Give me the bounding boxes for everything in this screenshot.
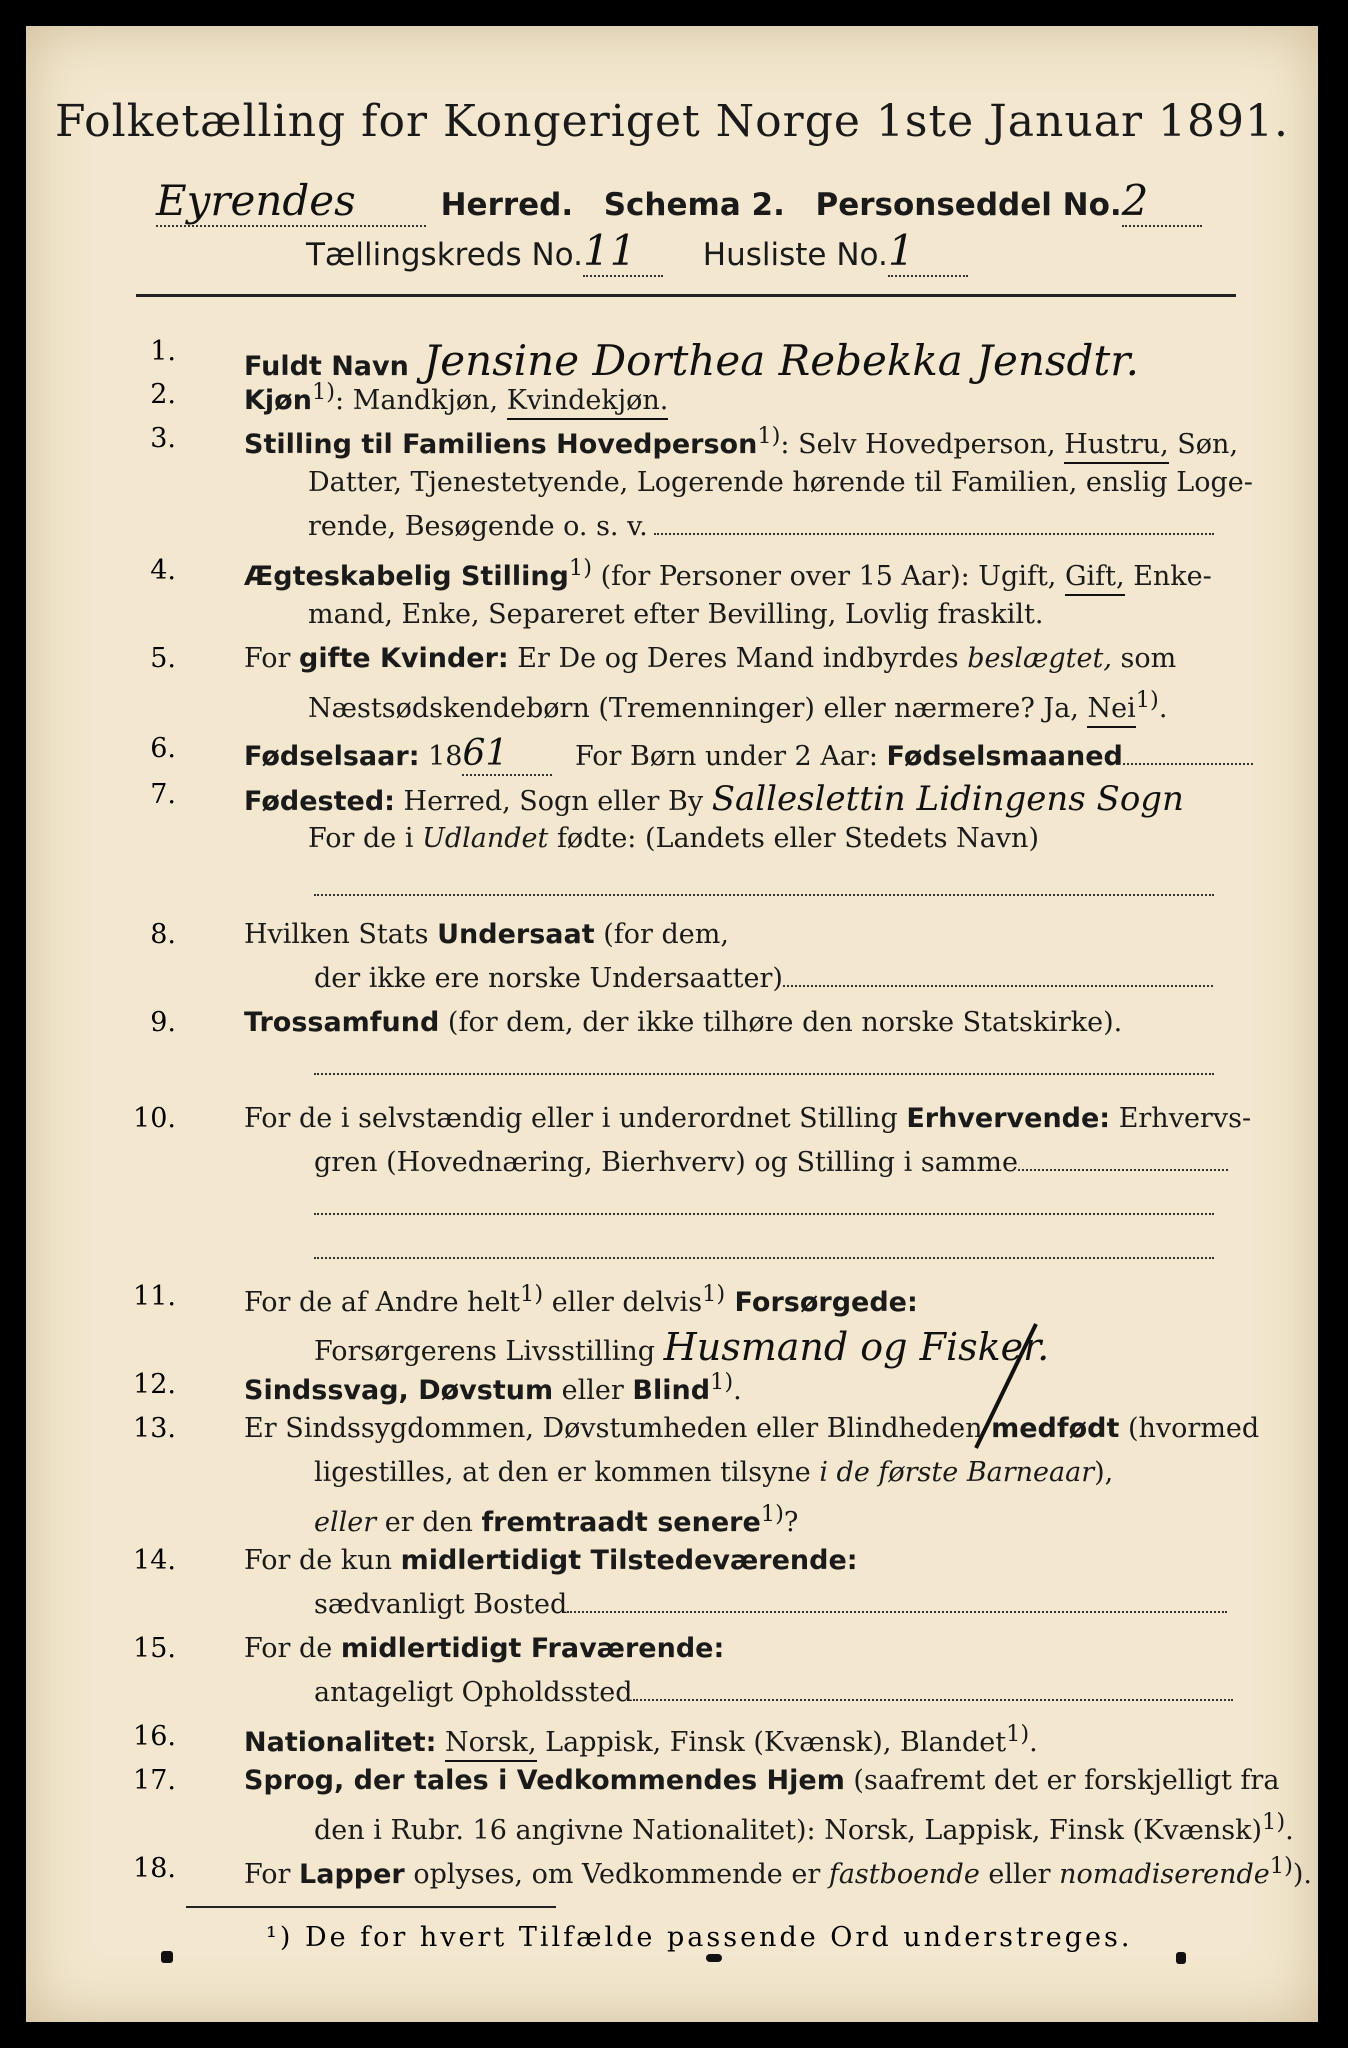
item-number: 16. (133, 1721, 176, 1752)
item-15-line-2 (314, 1677, 1233, 1708)
item-15 (244, 1633, 724, 1664)
blank-line (567, 1611, 1227, 1613)
schema-label: Schema 2. (603, 187, 785, 223)
footnote-ref: 1) (757, 423, 781, 449)
norsk-underlined: Norsk, (445, 1727, 537, 1762)
marital-status-label: Ægteskabelig Stilling (244, 561, 569, 592)
item-number: 3. (150, 423, 176, 454)
personseddel-label: Personseddel No. (815, 187, 1122, 223)
nei-underlined: Nei (1087, 693, 1135, 728)
temporary-absent-label: midlertidigt Fraværende: (340, 1633, 725, 1664)
item-number: 7. (150, 779, 176, 810)
blank-line (633, 1699, 1233, 1701)
blank-line (314, 1213, 1214, 1215)
item-10 (244, 1103, 1251, 1134)
family-position-label: Stilling til Familiens Hovedperson (244, 429, 758, 460)
census-form (26, 26, 1318, 2022)
full-name-label: Fuldt Navn (244, 351, 409, 382)
item-text: som (1111, 643, 1177, 674)
footnote-ref: 1) (1135, 687, 1159, 713)
item-text: (saafremt det er forskjelligt fra (844, 1765, 1280, 1796)
husliste-label: Husliste No. (702, 237, 888, 273)
item-text: (for dem, (594, 919, 729, 950)
item-text: nomadiserende (1059, 1859, 1270, 1890)
item-text: gren (Hovednæring, Bierhverv) og Stilling i samme (314, 1147, 1019, 1178)
item-text: Forsørgerens Livsstilling (314, 1336, 656, 1367)
footnote-ref: 1) (520, 1281, 544, 1307)
blind-label: Blind (632, 1375, 711, 1406)
item-14-line-2 (314, 1589, 1227, 1620)
footnote-ref: 1) (568, 555, 592, 581)
item-text: ? (783, 1507, 799, 1538)
sex-option-female-underlined: Kvindekjøn. (507, 385, 669, 420)
item-text: ligestilles, at den er kommen tilsyne (314, 1457, 820, 1488)
item-3 (244, 423, 1238, 460)
item-10-line-2 (314, 1147, 1228, 1178)
item-text: Er Sindssygdommen, Døvstumheden eller Blindheden (244, 1413, 992, 1444)
herred-line (156, 176, 1202, 227)
footnote-ref: 1) (760, 1501, 784, 1527)
item-9-blank (314, 1051, 1214, 1082)
item-text: (hvormed (1119, 1413, 1260, 1444)
item-text: beslægtet, (967, 643, 1112, 674)
item-11-line-2 (314, 1325, 1049, 1369)
item-7 (244, 779, 1184, 819)
item-8 (244, 919, 729, 950)
item-text: oplyses, om Vedkommende er (404, 1859, 829, 1890)
item-18 (244, 1853, 1312, 1890)
sex-option-male: : Mandkjøn, (335, 385, 507, 416)
blank-line (783, 985, 1213, 987)
item-text: Søn, (1168, 429, 1239, 460)
item-number: 15. (133, 1633, 176, 1664)
congenital-label: medfødt (991, 1413, 1120, 1444)
item-text: sædvanligt Bosted (314, 1589, 568, 1620)
married-women-label: gifte Kvinder: (299, 643, 509, 674)
item-text: For de kun (244, 1545, 401, 1576)
item-text: . (1029, 1727, 1038, 1758)
item-text: i de første Barneaar (819, 1457, 1095, 1488)
item-text: eller (314, 1507, 377, 1538)
item-number: 17. (133, 1765, 176, 1796)
item-13-line-3 (314, 1501, 798, 1538)
religion-label: Trossamfund (244, 1007, 440, 1038)
hustru-underlined: Hustru, (1064, 429, 1169, 464)
item-17-line-2 (314, 1809, 1294, 1846)
item-9 (244, 1007, 1122, 1038)
supported-label: Forsørgede: (725, 1287, 918, 1318)
item-text: eller delvis (543, 1287, 703, 1318)
footnote-ref: 1) (1269, 1853, 1293, 1879)
birthplace-handwritten: Salleslettin Lidingens Sogn (711, 779, 1184, 819)
item-number: 10. (133, 1103, 176, 1134)
birth-year-label: Fødselsaar: (244, 741, 420, 772)
item-text: 18 (419, 741, 463, 772)
item-10-blank-2 (314, 1235, 1214, 1266)
ink-mark (161, 1951, 173, 1963)
footnote-ref: 1) (311, 379, 336, 405)
footnote-ref: 1) (1262, 1809, 1286, 1835)
herred-handwritten: Eyrendes (156, 176, 426, 227)
item-16 (244, 1721, 1038, 1758)
blank-line (314, 894, 1214, 896)
item-13 (244, 1413, 1259, 1444)
blank-line (314, 1257, 1214, 1259)
kreds-number: 11 (583, 226, 663, 277)
nationality-label: Nationalitet: (244, 1727, 437, 1758)
kreds-line (306, 226, 968, 277)
item-text: . (1285, 1815, 1294, 1846)
item-text: For de i (308, 823, 423, 854)
item-6 (244, 733, 1253, 776)
item-text: fødte: (Landets eller Stedets Navn) (548, 823, 1039, 854)
item-text: Enke- (1124, 561, 1212, 592)
kreds-label: Tællingskreds No. (306, 237, 583, 273)
item-text: . (733, 1375, 742, 1406)
item-text: For de af Andre helt (244, 1287, 521, 1318)
temporary-present-label: midlertidigt Tilstedeværende: (400, 1545, 858, 1576)
item-number: 5. (150, 643, 176, 674)
item-text: eller (979, 1859, 1060, 1890)
item-text: . (1158, 693, 1168, 724)
lapps-label: Lapper (299, 1859, 405, 1890)
item-number: 2. (150, 379, 176, 410)
item-text: rende, Besøgende o. s. v. (308, 511, 648, 542)
subject-label: Undersaat (437, 919, 595, 950)
gift-underlined: Gift, (1065, 561, 1125, 596)
birthplace-label: Fødested: (244, 786, 395, 817)
birth-year-handwritten: 61 (462, 733, 552, 776)
ink-mark (1176, 1952, 1186, 1964)
item-text: For Børn under 2 Aar: (575, 741, 887, 772)
item-text: Næstsødskendebørn (Tremenninger) eller nærmere? Ja, (308, 693, 1088, 724)
item-number: 4. (150, 555, 176, 586)
item-3-line-3 (308, 511, 1214, 542)
item-number: 8. (150, 919, 176, 950)
item-text: For (244, 1859, 300, 1890)
ink-mark (706, 1954, 722, 1962)
personseddel-number: 2 (1122, 176, 1202, 227)
item-17 (244, 1765, 1279, 1796)
item-text: For de (244, 1633, 341, 1664)
birth-month-label: Fødselsmaaned (886, 741, 1123, 772)
item-7-blank (314, 872, 1214, 903)
footnote-ref: 1) (1006, 1721, 1030, 1747)
blank-line (314, 1073, 1214, 1075)
item-text: Hvilken Stats (244, 919, 438, 950)
item-7-line-2 (308, 823, 1039, 854)
full-name-handwritten: Jensine Dorthea Rebekka Jensdtr. (423, 336, 1140, 385)
sex-label: Kjøn (244, 385, 312, 416)
footnote-rule (186, 1906, 556, 1908)
item-text: der ikke ere norske Undersaatter) (314, 963, 783, 994)
footnote: ¹) De for hvert Tilfælde passende Ord understreges. (266, 1922, 1133, 1953)
item-text: antageligt Opholdssted (314, 1677, 633, 1708)
later-onset-label: fremtraadt senere (481, 1507, 761, 1538)
item-text: Er De og Deres Mand indbyrdes (508, 643, 968, 674)
item-text (436, 1727, 445, 1758)
provider-occupation-handwritten: Husmand og Fisker. (663, 1325, 1050, 1369)
item-number: 18. (133, 1853, 176, 1884)
item-text: : Selv Hovedperson, (780, 429, 1065, 460)
disability-label: Sindssvag, Døvstum (244, 1375, 554, 1406)
item-text: Erhvervs- (1110, 1103, 1252, 1134)
item-number: 9. (150, 1007, 176, 1038)
footnote-ref: 1) (702, 1281, 726, 1307)
item-text: For de i selvstændig eller i underordnet Stilling (244, 1103, 907, 1134)
item-text: For (244, 643, 300, 674)
item-text: er den (376, 1507, 482, 1538)
item-number: 13. (133, 1413, 176, 1444)
herred-label: Herred. (440, 187, 574, 223)
husliste-number: 1 (888, 226, 968, 277)
item-11 (244, 1281, 918, 1318)
item-1 (244, 336, 1139, 385)
occupation-label: Erhvervende: (906, 1103, 1111, 1134)
header-rule (136, 294, 1236, 297)
form-title: Folketælling for Kongeriget Norge 1ste Januar 1891. (55, 96, 1289, 147)
item-2 (244, 379, 668, 416)
item-5-line-2 (308, 687, 1167, 724)
item-3-line-2: Datter, Tjenestetyende, Logerende hørende til Familien, enslig Loge- (308, 467, 1253, 498)
item-12 (244, 1369, 742, 1406)
blank-line (1123, 763, 1253, 765)
item-number: 14. (133, 1545, 176, 1576)
item-text: (for dem, der ikke tilhøre den norske Statskirke). (439, 1007, 1123, 1038)
item-8-line-2 (314, 963, 1213, 994)
item-text: ). (1292, 1859, 1312, 1890)
item-number: 12. (133, 1369, 176, 1400)
item-text: Lappisk, Finsk (Kvænsk), Blandet (536, 1727, 1007, 1758)
item-number: 6. (150, 733, 176, 764)
blank-line (1018, 1169, 1228, 1171)
item-13-line-2 (314, 1457, 1113, 1488)
item-text: fastboende (828, 1859, 980, 1890)
item-text: Udlandet (422, 823, 549, 854)
item-10-blank (314, 1191, 1214, 1222)
item-text: eller (553, 1375, 633, 1406)
item-text: ), (1094, 1457, 1114, 1488)
item-number: 11. (133, 1281, 176, 1312)
item-text: Herred, Sogn eller By (394, 786, 704, 817)
footnote-ref: 1) (710, 1369, 734, 1395)
item-14 (244, 1545, 858, 1576)
language-label: Sprog, der tales i Vedkommendes Hjem (244, 1765, 845, 1796)
item-text: den i Rubr. 16 angivne Nationalitet): Norsk, Lappisk, Finsk (Kvænsk) (314, 1815, 1263, 1846)
blank-line (654, 533, 1214, 535)
item-4 (244, 555, 1212, 592)
item-4-line-2: mand, Enke, Separeret efter Bevilling, Lovlig fraskilt. (308, 599, 1044, 630)
item-5 (244, 643, 1176, 674)
item-number: 1. (150, 336, 176, 367)
item-text: (for Personer over 15 Aar): Ugift, (591, 561, 1065, 592)
